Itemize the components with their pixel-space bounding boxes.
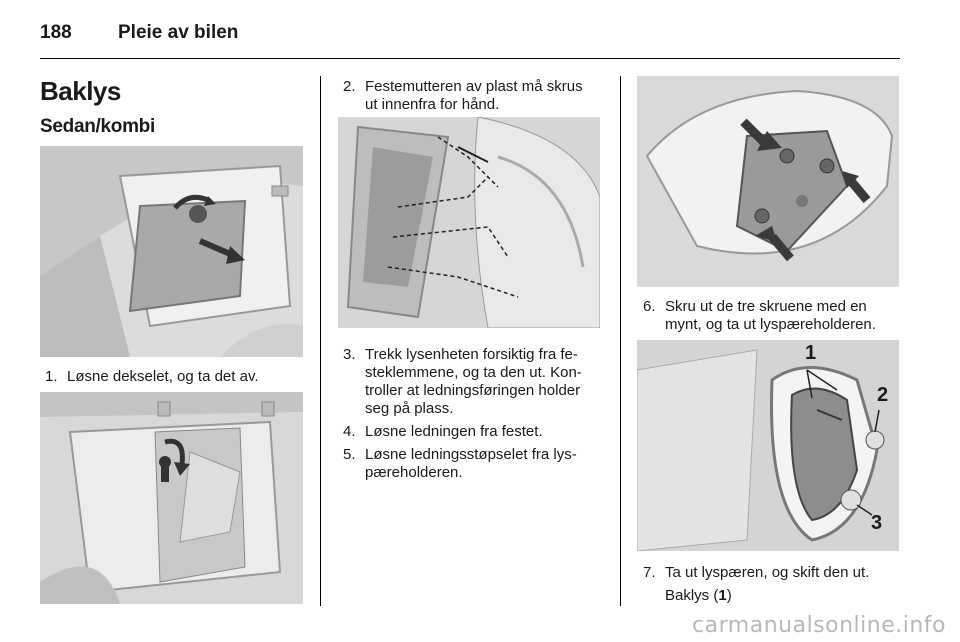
- figure-screws: [637, 76, 899, 287]
- column-divider-2: [620, 76, 621, 606]
- column-divider-1: [320, 76, 321, 606]
- page-header: [40, 18, 900, 56]
- section-subtitle: Sedan/kombi: [40, 116, 155, 137]
- figure-cover-panel: [40, 146, 303, 357]
- callout-3: 3: [871, 512, 883, 534]
- baklys-label: Baklys (1): [665, 587, 732, 604]
- callout-1: 1: [805, 342, 817, 364]
- figure-bulb-holder: [637, 340, 899, 551]
- watermark: carmanualsonline.info: [692, 613, 946, 638]
- callout-2: 2: [877, 384, 889, 406]
- header-rule: [40, 58, 900, 59]
- section-title: Baklys: [40, 76, 121, 106]
- page-number: 188: [40, 22, 72, 43]
- figure-light-unit: [338, 117, 600, 328]
- running-title: Pleie av bilen: [118, 22, 239, 43]
- figure-plastic-nut: [40, 392, 303, 604]
